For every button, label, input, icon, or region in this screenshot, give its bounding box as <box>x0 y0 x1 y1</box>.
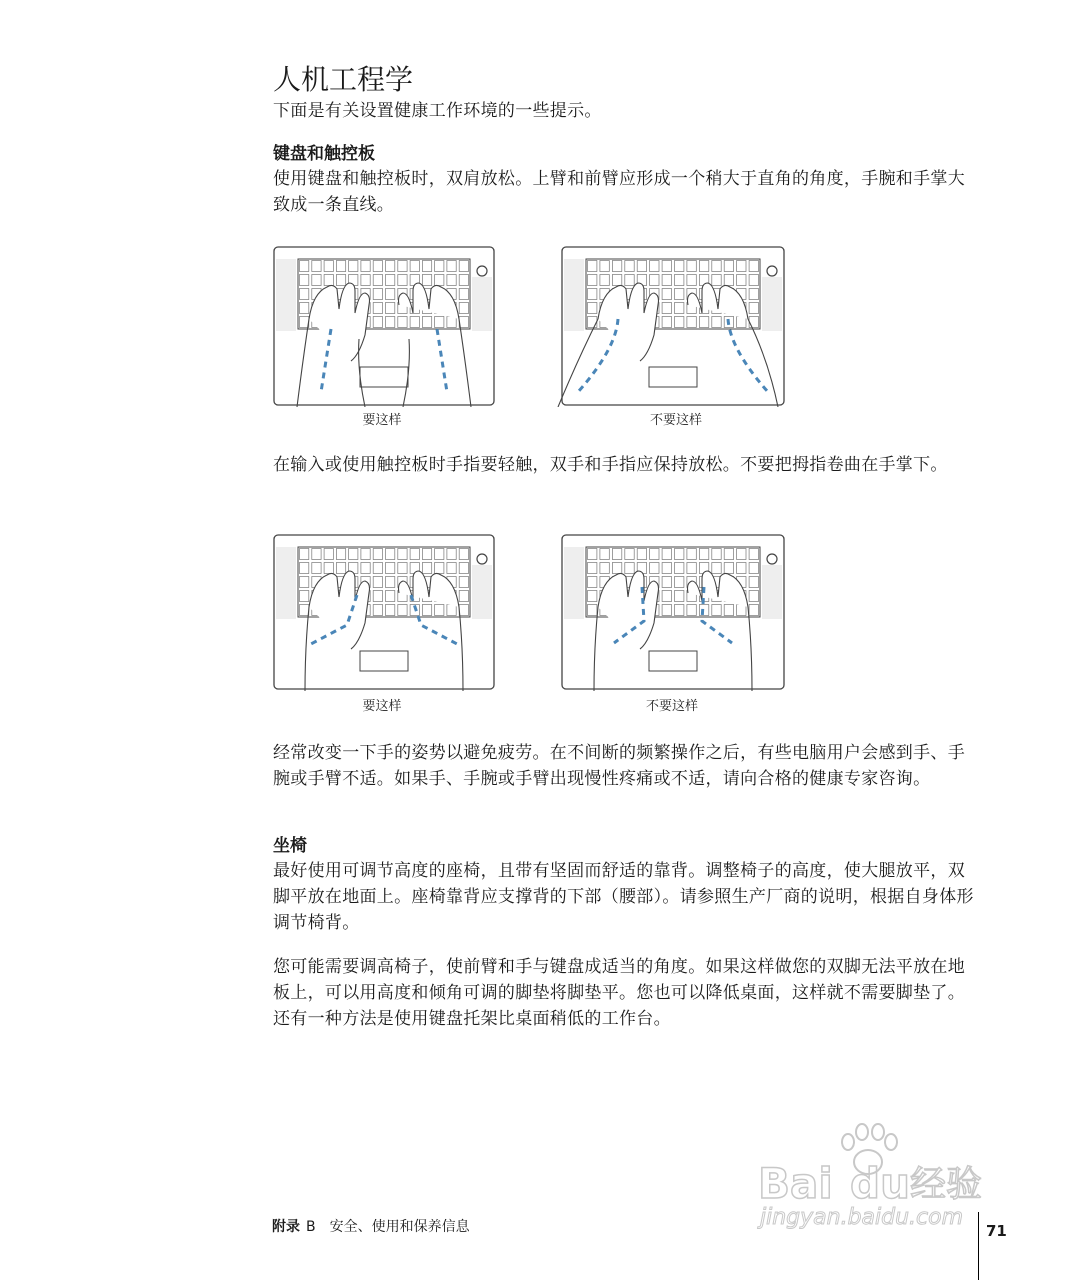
page-rule <box>978 1212 979 1280</box>
footer-appendix: 附录 <box>272 1219 300 1235</box>
baidu-jingyan-watermark <box>750 1120 1000 1230</box>
footer-section: B <box>306 1219 316 1235</box>
watermark-cn: 经验 <box>910 1164 983 1205</box>
footer-label <box>272 1217 470 1237</box>
footer-chapter: 安全、使用和保养信息 <box>329 1219 470 1235</box>
chair-paragraph-2: 您可能需要调高椅子，使前臂和手与键盘成适当的角度。如果这样做您的双脚无法平放在地板上，可以用高度和倾角可调的脚垫将脚垫平。您也可以降低桌面，这样就不需要脚垫了。还有一种方法是使用键盘托架比桌面稍低的工作台。 <box>273 957 965 1029</box>
caption-correct-2: 要这样 <box>362 699 402 714</box>
intro-text: 下面是有关设置健康工作环境的一些提示。 <box>273 101 602 121</box>
watermark-logo: Bai <box>758 1159 833 1208</box>
caption-incorrect-2: 不要这样 <box>645 699 698 714</box>
chair-paragraph-1: 最好使用可调节高度的座椅，且带有坚固而舒适的靠背。调整椅子的高度，使大腿放平，双脚平放在地面上。座椅靠背应支撑背的下部（腰部）。请参照生产厂商的说明，根据自身体形调节椅背。 <box>273 861 974 933</box>
caption-incorrect-1: 不要这样 <box>649 413 702 428</box>
page-title: 人机工程学 <box>273 63 414 96</box>
figure-correct-fingers <box>273 533 495 691</box>
chair-heading: 坐椅 <box>273 836 307 856</box>
page-number: 71 <box>986 1222 1007 1240</box>
posture-paragraph: 经常改变一下手的姿势以避免疲劳。在不间断的频繁操作之后，有些电脑用户会感到手、手腕或手臂不适。如果手、手腕或手臂出现慢性疼痛或不适，请向合格的健康专家咨询。 <box>273 743 965 789</box>
keyboard-heading: 键盘和触控板 <box>273 144 375 164</box>
touch-paragraph: 在输入或使用触控板时手指要轻触，双手和手指应保持放松。不要把拇指卷曲在手掌下。 <box>273 455 948 475</box>
watermark-url: jingyan.baidu.com <box>760 1205 964 1230</box>
caption-correct-1: 要这样 <box>362 413 402 428</box>
figure-correct-wrist <box>273 245 495 407</box>
figure-incorrect-fingers <box>561 533 785 691</box>
watermark-logo-2: du <box>850 1159 910 1208</box>
keyboard-paragraph: 使用键盘和触控板时，双肩放松。上臂和前臂应形成一个稍大于直角的角度，手腕和手掌大致成一条直线。 <box>273 169 965 215</box>
figure-incorrect-wrist <box>532 245 794 407</box>
